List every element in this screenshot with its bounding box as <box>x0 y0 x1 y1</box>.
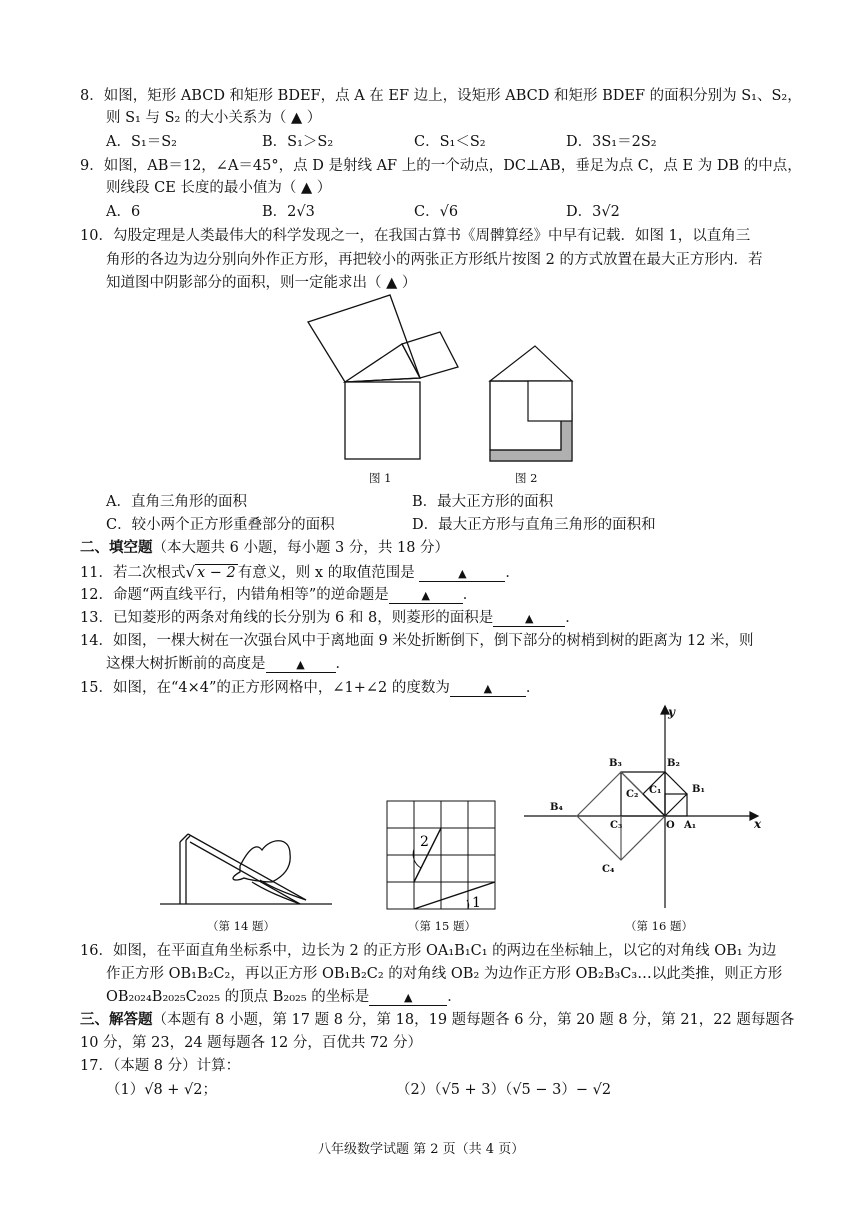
q12-answer-blank[interactable]: ▲ <box>389 587 463 604</box>
section2-title: 二、填空题 <box>80 539 153 556</box>
q10-small-square <box>528 381 572 421</box>
q16-line2: 作正方形 OB₁B₂C₂，再以正方形 OB₁B₂C₂ 的对角线 OB₂ 为边作正方形 OB₂B₃C₃…以此类推，则正方形 <box>106 966 783 982</box>
q16-caption: （第 16 题） <box>625 919 693 933</box>
q16-label-b1: B₁ <box>692 784 705 795</box>
q16-line1: 16．如图，在平面直角坐标系中，边长为 2 的正方形 OA₁B₁C₁ 的两边在坐标轴上，以它的对角线 OB₁ 为边 <box>80 943 777 959</box>
q10-figure-1 <box>300 288 470 468</box>
q12-pre: 12．命题“两直线平行，内错角相等”的逆命题是 <box>80 587 389 603</box>
q15-angle-2-label: 2 <box>420 834 429 850</box>
q10-square-right <box>402 332 458 378</box>
q14-answer-blank[interactable]: ▲ <box>266 656 336 673</box>
q14-line2: 这棵大树折断前的高度是 ▲ ． <box>106 656 350 672</box>
q8-line1: 8．如图，矩形 ABCD 和矩形 BDEF，点 A 在 EF 边上，设矩形 ABCD 和矩形 BDEF 的面积分别为 S₁、S₂， <box>80 88 802 104</box>
q10-square-bottom <box>345 382 420 459</box>
q16-x-label: x <box>754 817 762 831</box>
q10-option-d: D．最大正方形与直角三角形的面积和 <box>412 517 656 533</box>
q13: 13．已知菱形的两条对角线的长分别为 6 和 8，则菱形的面积是 ▲ ． <box>80 610 580 626</box>
q10-option-b: B．最大正方形的面积 <box>412 494 554 510</box>
q16-y-label: y <box>668 705 675 719</box>
q8-option-a: A．S₁＝S₂ <box>106 134 177 150</box>
q16-label-a1: A₁ <box>684 820 697 831</box>
q10-figure-2 <box>482 340 582 465</box>
page-footer: 八年级数学试题 第 2 页（共 4 页） <box>318 1142 525 1157</box>
q16-label-c4: C₄ <box>602 864 615 875</box>
q14-break-left <box>180 834 188 842</box>
q10-line3: 知道图中阴影部分的面积，则一定能求出（ ▲ ） <box>106 275 417 291</box>
q9-option-a: A．6 <box>106 204 141 220</box>
q11-sqrt: √ x − 2 <box>185 563 236 581</box>
q17-title: 17．（本题 8 分）计算： <box>80 1058 241 1074</box>
q17-part1: （1）√8 + √2； <box>106 1082 218 1098</box>
q14-caption: （第 14 题） <box>207 919 275 933</box>
q15-answer-blank[interactable]: ▲ <box>450 680 526 697</box>
q10-triangle <box>490 346 572 381</box>
q10-right-triangle <box>345 344 420 382</box>
q9-line1: 9．如图，AB＝12，∠A＝45°，点 D 是射线 AF 上的一个动点，DC⊥AB，垂足为点 C，点 E 为 DB 的中点， <box>80 158 802 174</box>
q8-option-c: C．S₁＜S₂ <box>414 134 486 150</box>
q8-line2: 则 S₁ 与 S₂ 的大小关系为（ ▲ ） <box>106 110 322 126</box>
q9-option-b: B．2√3 <box>262 204 315 220</box>
q10-option-a: A．直角三角形的面积 <box>106 494 247 510</box>
q8-option-b: B．S₁＞S₂ <box>262 134 334 150</box>
q15-pre: 15．如图，在“4×4”的正方形网格中，∠1+∠2 的度数为 <box>80 680 450 696</box>
q10-line1: 10．勾股定理是人类最伟大的科学发现之一，在我国古算书《周髀算经》中早有记载．如图 1，以直角三 <box>80 228 751 244</box>
q16-label-b3: B₃ <box>609 758 622 769</box>
section3-desc-line2: 10 分，第 23，24 题每题各 12 分，百优共 72 分） <box>80 1035 423 1051</box>
q16-label-c1: C₁ <box>649 785 662 796</box>
q9-line2: 则线段 CE 长度的最小值为（ ▲ ） <box>106 180 332 196</box>
section3-title: 三、解答题 <box>80 1011 153 1028</box>
q16-origin-label: O <box>666 820 675 831</box>
q15-segment-1 <box>414 882 495 909</box>
q11: 11．若二次根式√ x − 2 有意义，则 x 的取值范围是 ▲ ． <box>80 563 520 581</box>
q13-pre: 13．已知菱形的两条对角线的长分别为 6 和 8，则菱形的面积是 <box>80 610 494 626</box>
q16-label-c3: C₃ <box>610 820 623 831</box>
q9-option-c: C．√6 <box>414 204 459 220</box>
q15: 15．如图，在“4×4”的正方形网格中，∠1+∠2 的度数为 ▲ ． <box>80 680 541 696</box>
q16-label-c2: C₂ <box>626 789 639 800</box>
q11-answer-blank[interactable]: ▲ <box>419 565 505 582</box>
section2-desc: （本大题共 6 小题，每小题 3 分，共 18 分） <box>152 540 450 556</box>
q10-fig2-caption: 图 2 <box>515 471 538 485</box>
q15-figure <box>384 798 499 914</box>
q11-post: 有意义，则 x 的取值范围是 <box>237 565 415 581</box>
q10-fig1-caption: 图 1 <box>369 471 392 485</box>
q12: 12．命题“两直线平行，内错角相等”的逆命题是 ▲ ． <box>80 587 478 603</box>
q8-option-d: D．3S₁＝2S₂ <box>566 134 657 150</box>
q14-line1: 14．如图，一棵大树在一次强台风中于离地面 9 米处折断倒下，倒下部分的树梢到树的距离为 12 米，则 <box>80 633 754 649</box>
section3-desc-line1: （本题有 8 小题，第 17 题 8 分，第 18，19 题每题各 6 分，第 20 题 8 分，第 21，22 题每题各 <box>152 1012 795 1028</box>
q10-line2: 角形的各边为边分别向外作正方形，再把较小的两张正方形纸片按图 2 的方式放置在最大正方形内．若 <box>106 252 763 268</box>
q16-label-b2: B₂ <box>667 758 680 769</box>
section2-heading <box>80 538 449 558</box>
q16-answer-blank[interactable]: ▲ <box>369 989 447 1006</box>
q11-radicand: x − 2 <box>197 565 236 581</box>
q13-answer-blank[interactable]: ▲ <box>493 610 565 627</box>
q15-caption: （第 15 题） <box>408 919 476 933</box>
q16-line3: OB₂₀₂₄B₂₀₂₅C₂₀₂₅ 的顶点 B₂₀₂₅ 的坐标是 ▲ ． <box>106 989 462 1005</box>
q15-angle-1-label: 1 <box>472 895 481 911</box>
q11-pre: 11．若二次根式 <box>80 565 186 581</box>
q14-figure <box>160 820 335 908</box>
q16-figure <box>522 700 767 912</box>
section3-heading <box>80 1010 794 1030</box>
q9-option-d: D．3√2 <box>566 204 620 220</box>
q10-option-c: C．较小两个正方形重叠部分的面积 <box>106 517 335 533</box>
q17-part2: （2）（√5 + 3）（√5 − 3）− √2 <box>396 1082 612 1098</box>
q16-label-b4: B₄ <box>550 802 563 813</box>
